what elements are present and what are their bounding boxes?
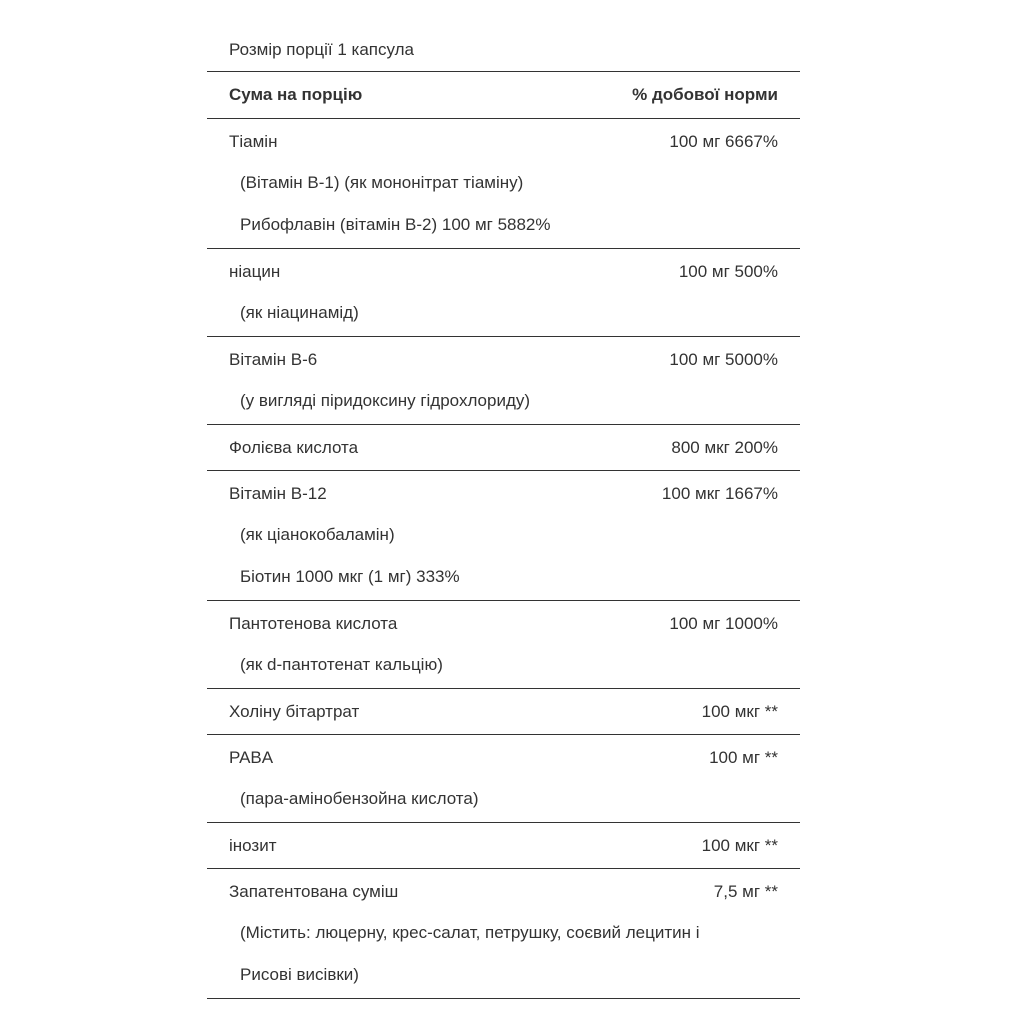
nutrient-row xyxy=(207,251,800,292)
nutrient-group xyxy=(207,735,800,823)
nutrient-row xyxy=(207,825,800,866)
nutrient-name: Пантотенова кислота xyxy=(229,613,398,633)
nutrient-row xyxy=(207,691,800,732)
nutrient-group xyxy=(207,869,800,999)
nutrient-amount: 100 мг 5000% xyxy=(669,349,778,369)
nutrient-row xyxy=(207,871,800,912)
nutrient-group xyxy=(207,337,800,425)
nutrient-detail: (як ніацинамід) xyxy=(240,303,359,322)
nutrient-group xyxy=(207,249,800,337)
daily-value-label: % добової норми xyxy=(632,85,778,104)
nutrient-row xyxy=(207,737,800,778)
nutrient-detail: Біотин 1000 мкг (1 мг) 333% xyxy=(240,567,460,586)
nutrient-group xyxy=(207,425,800,471)
nutrient-list xyxy=(207,119,800,999)
nutrient-amount: 100 мг 1000% xyxy=(669,613,778,633)
nutrient-row xyxy=(207,603,800,644)
nutrient-name: Холіну бітартрат xyxy=(229,701,360,721)
nutrient-amount: 100 мг 6667% xyxy=(669,131,778,151)
nutrient-name: Вітамін B-6 xyxy=(229,349,318,369)
nutrient-detail: Рисові висівки) xyxy=(240,965,359,984)
nutrient-detail: (у вигляді піридоксину гідрохлориду) xyxy=(240,391,531,410)
nutrient-name: ніацин xyxy=(229,261,281,281)
nutrient-name: інозит xyxy=(229,835,277,855)
nutrient-row xyxy=(207,427,800,468)
nutrient-detail: (як d-пантотенат кальцію) xyxy=(240,655,443,674)
nutrient-amount: 100 мкг ** xyxy=(701,835,778,855)
nutrient-amount: 100 мг 500% xyxy=(678,261,778,281)
nutrient-group xyxy=(207,471,800,601)
nutrient-group xyxy=(207,689,800,735)
nutrient-amount: 800 мкг 200% xyxy=(671,437,778,457)
nutrient-row xyxy=(207,121,800,162)
nutrient-detail: (Містить: люцерну, крес-салат, петрушку, соєвий лецитин і xyxy=(240,923,700,942)
amount-per-serving-label: Сума на порцію xyxy=(229,85,363,104)
nutrient-row xyxy=(207,339,800,380)
nutrient-amount: 100 мкг 1667% xyxy=(661,483,778,503)
nutrient-amount: 7,5 мг ** xyxy=(713,881,778,901)
nutrient-detail: Рибофлавін (вітамін B-2) 100 мг 5882% xyxy=(240,215,551,234)
nutrient-name: Фолієва кислота xyxy=(229,437,359,457)
nutrient-row xyxy=(207,473,800,514)
nutrient-group xyxy=(207,601,800,689)
nutrient-detail: (пара-амінобензойна кислота) xyxy=(240,789,479,808)
nutrient-name: Запатентована суміш xyxy=(229,881,399,901)
nutrient-amount: 100 мкг ** xyxy=(701,701,778,721)
table-header xyxy=(207,72,800,119)
nutrient-name: Вітамін B-12 xyxy=(229,483,327,503)
nutrient-detail: (Вітамін B-1) (як мононітрат тіаміну) xyxy=(240,173,524,192)
nutrient-name: PABA xyxy=(229,747,274,767)
serving-size: Розмір порції 1 капсула xyxy=(207,26,800,72)
nutrient-amount: 100 мг ** xyxy=(709,747,778,767)
supplement-facts-table xyxy=(207,26,800,999)
nutrient-name: Тіамін xyxy=(229,131,278,151)
nutrient-detail: (як ціанокобаламін) xyxy=(240,525,395,544)
nutrient-group xyxy=(207,823,800,869)
nutrient-group xyxy=(207,119,800,249)
